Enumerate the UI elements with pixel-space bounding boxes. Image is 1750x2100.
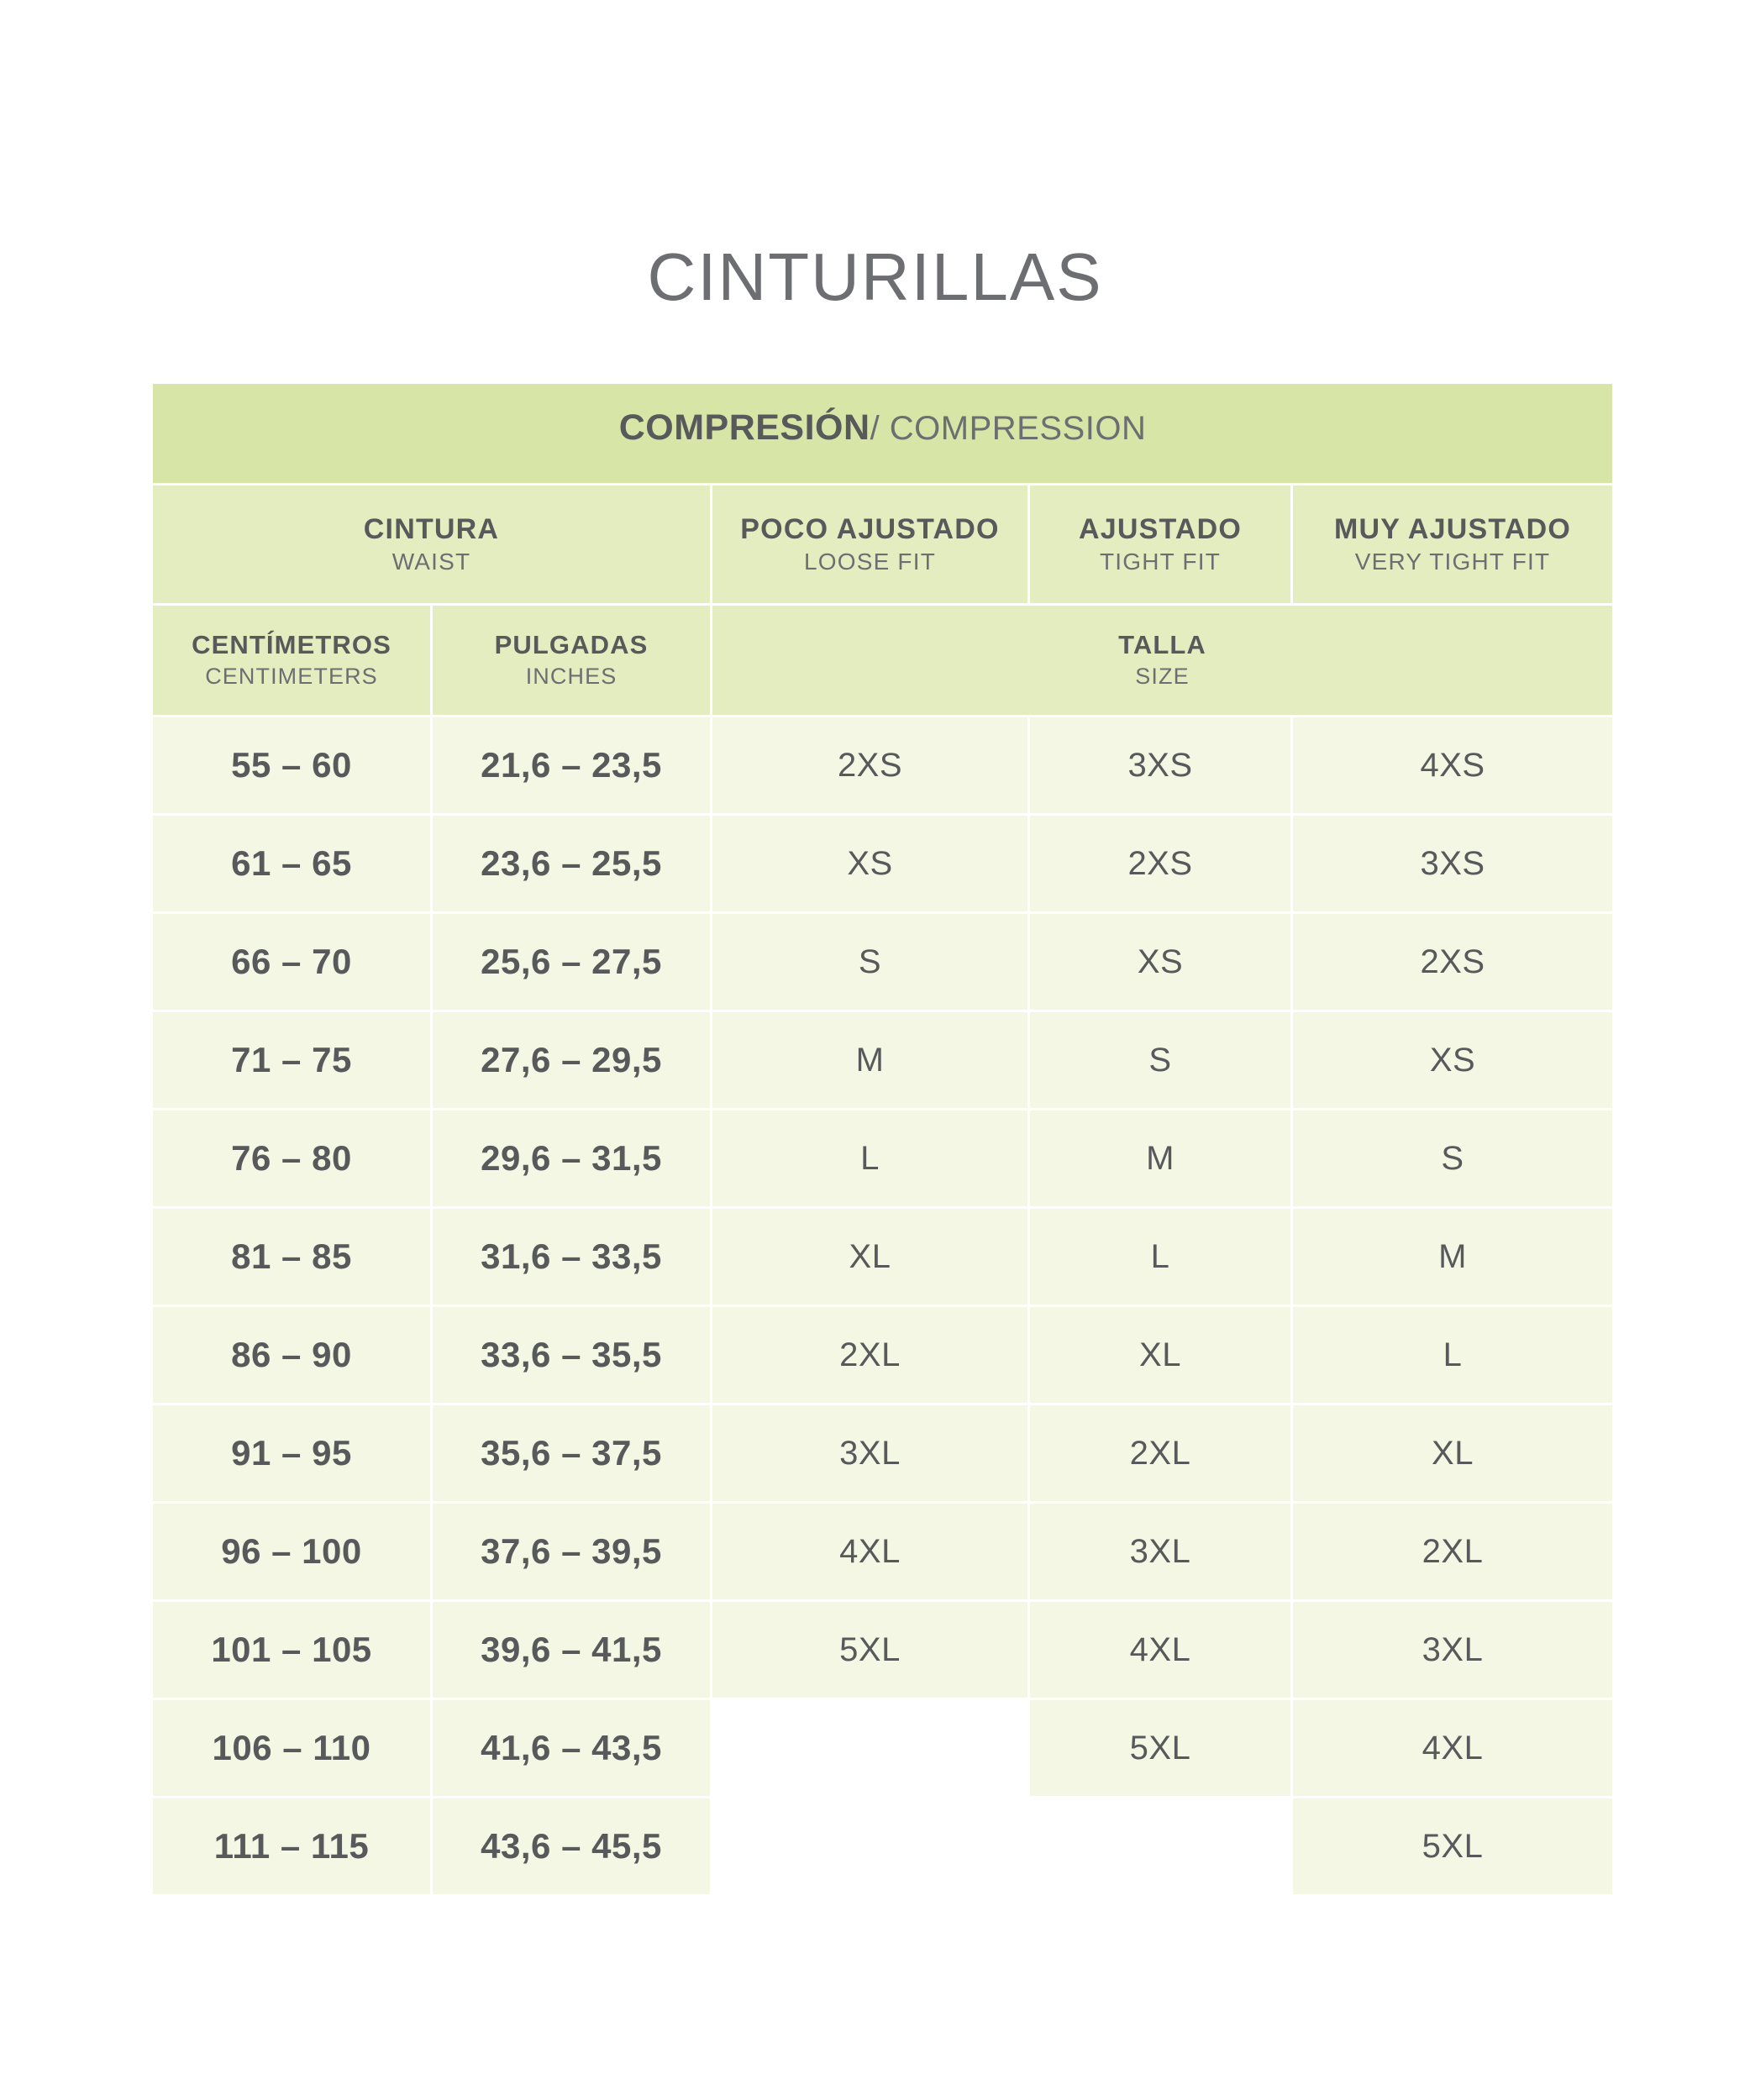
cell-very-tight: 2XL bbox=[1293, 1504, 1612, 1599]
waist-label-es: CINTURA bbox=[363, 512, 500, 545]
cell-tight: 3XS bbox=[1030, 717, 1290, 813]
size-chart-table bbox=[150, 381, 1615, 1897]
table-row bbox=[153, 1504, 1612, 1599]
cell-cm: 66 – 70 bbox=[153, 914, 430, 1010]
cell-in: 33,6 – 35,5 bbox=[433, 1307, 710, 1403]
cell-cm: 81 – 85 bbox=[153, 1209, 430, 1305]
cell-loose: XL bbox=[712, 1209, 1027, 1305]
cell-cm: 91 – 95 bbox=[153, 1405, 430, 1501]
cell-tight: XL bbox=[1030, 1307, 1290, 1403]
table-row bbox=[153, 816, 1612, 911]
cell-in: 21,6 – 23,5 bbox=[433, 717, 710, 813]
cell-in: 37,6 – 39,5 bbox=[433, 1504, 710, 1599]
compression-header-cell bbox=[153, 384, 1612, 483]
cell-in: 23,6 – 25,5 bbox=[433, 816, 710, 911]
cell-cm: 111 – 115 bbox=[153, 1798, 430, 1894]
cell-tight: 5XL bbox=[1030, 1700, 1290, 1796]
cell-cm: 106 – 110 bbox=[153, 1700, 430, 1796]
page-title: CINTURILLAS bbox=[647, 239, 1103, 314]
table-row bbox=[153, 1307, 1612, 1403]
table-row bbox=[153, 1798, 1612, 1894]
waist-group-header bbox=[153, 486, 710, 603]
cell-loose: 2XS bbox=[712, 717, 1027, 813]
table-row bbox=[153, 1012, 1612, 1108]
compression-label-es: COMPRESIÓN bbox=[618, 407, 870, 448]
cell-loose: L bbox=[712, 1110, 1027, 1206]
very-tight-fit-label-en: VERY TIGHT FIT bbox=[1354, 549, 1551, 575]
tight-fit-label-en: TIGHT FIT bbox=[1099, 549, 1222, 575]
cell-very-tight: S bbox=[1293, 1110, 1612, 1206]
cell-loose: M bbox=[712, 1012, 1027, 1108]
compression-header-row bbox=[153, 384, 1612, 483]
cell-loose: 3XL bbox=[712, 1405, 1027, 1501]
cell-loose: 2XL bbox=[712, 1307, 1027, 1403]
cell-loose bbox=[712, 1700, 1027, 1796]
cell-tight: S bbox=[1030, 1012, 1290, 1108]
cell-tight bbox=[1030, 1798, 1290, 1894]
table-row bbox=[153, 1405, 1612, 1501]
cell-in: 41,6 – 43,5 bbox=[433, 1700, 710, 1796]
cell-cm: 96 – 100 bbox=[153, 1504, 430, 1599]
sub-header-row bbox=[153, 606, 1612, 715]
table-row bbox=[153, 1602, 1612, 1698]
tight-fit-label-es: AJUSTADO bbox=[1078, 512, 1243, 545]
size-header bbox=[712, 606, 1612, 715]
very-tight-fit-header bbox=[1293, 486, 1612, 603]
cell-cm: 101 – 105 bbox=[153, 1602, 430, 1698]
size-chart-table-wrapper bbox=[150, 381, 1600, 1897]
cell-in: 31,6 – 33,5 bbox=[433, 1209, 710, 1305]
tight-fit-header bbox=[1030, 486, 1290, 603]
cell-cm: 71 – 75 bbox=[153, 1012, 430, 1108]
cell-cm: 86 – 90 bbox=[153, 1307, 430, 1403]
cell-tight: L bbox=[1030, 1209, 1290, 1305]
cell-cm: 61 – 65 bbox=[153, 816, 430, 911]
table-row bbox=[153, 1209, 1612, 1305]
cell-very-tight: M bbox=[1293, 1209, 1612, 1305]
cell-tight: 2XL bbox=[1030, 1405, 1290, 1501]
table-row bbox=[153, 914, 1612, 1010]
cell-in: 25,6 – 27,5 bbox=[433, 914, 710, 1010]
cell-in: 27,6 – 29,5 bbox=[433, 1012, 710, 1108]
cell-in: 29,6 – 31,5 bbox=[433, 1110, 710, 1206]
centimeters-label-en: CENTIMETERS bbox=[205, 663, 378, 689]
loose-fit-label-en: LOOSE FIT bbox=[803, 549, 937, 575]
compression-label-en: / COMPRESSION bbox=[870, 410, 1147, 447]
loose-fit-header bbox=[712, 486, 1027, 603]
inches-label-en: INCHES bbox=[525, 663, 617, 689]
cell-very-tight: 3XL bbox=[1293, 1602, 1612, 1698]
very-tight-fit-label-es: MUY AJUSTADO bbox=[1333, 512, 1572, 545]
cell-very-tight: XS bbox=[1293, 1012, 1612, 1108]
cell-very-tight: XL bbox=[1293, 1405, 1612, 1501]
cell-tight: 4XL bbox=[1030, 1602, 1290, 1698]
cell-tight: M bbox=[1030, 1110, 1290, 1206]
table-row bbox=[153, 1700, 1612, 1796]
waist-label-en: WAIST bbox=[392, 549, 471, 575]
cell-loose bbox=[712, 1798, 1027, 1894]
cell-loose: XS bbox=[712, 816, 1027, 911]
cell-in: 35,6 – 37,5 bbox=[433, 1405, 710, 1501]
table-row bbox=[153, 717, 1612, 813]
cell-very-tight: 4XL bbox=[1293, 1700, 1612, 1796]
centimeters-label-es: CENTÍMETROS bbox=[192, 630, 392, 660]
cell-cm: 76 – 80 bbox=[153, 1110, 430, 1206]
cell-loose: 4XL bbox=[712, 1504, 1027, 1599]
inches-label-es: PULGADAS bbox=[494, 630, 649, 660]
cell-very-tight: 5XL bbox=[1293, 1798, 1612, 1894]
cell-very-tight: 4XS bbox=[1293, 717, 1612, 813]
centimeters-header bbox=[153, 606, 430, 715]
loose-fit-label-es: POCO AJUSTADO bbox=[740, 512, 1000, 545]
cell-tight: XS bbox=[1030, 914, 1290, 1010]
cell-cm: 55 – 60 bbox=[153, 717, 430, 813]
cell-in: 43,6 – 45,5 bbox=[433, 1798, 710, 1894]
table-row bbox=[153, 1110, 1612, 1206]
cell-very-tight: 2XS bbox=[1293, 914, 1612, 1010]
cell-tight: 2XS bbox=[1030, 816, 1290, 911]
cell-tight: 3XL bbox=[1030, 1504, 1290, 1599]
group-header-row bbox=[153, 486, 1612, 603]
cell-in: 39,6 – 41,5 bbox=[433, 1602, 710, 1698]
inches-header bbox=[433, 606, 710, 715]
cell-very-tight: L bbox=[1293, 1307, 1612, 1403]
size-label-es: TALLA bbox=[1118, 630, 1206, 660]
cell-loose: 5XL bbox=[712, 1602, 1027, 1698]
cell-loose: S bbox=[712, 914, 1027, 1010]
cell-very-tight: 3XS bbox=[1293, 816, 1612, 911]
size-label-en: SIZE bbox=[1135, 663, 1190, 689]
